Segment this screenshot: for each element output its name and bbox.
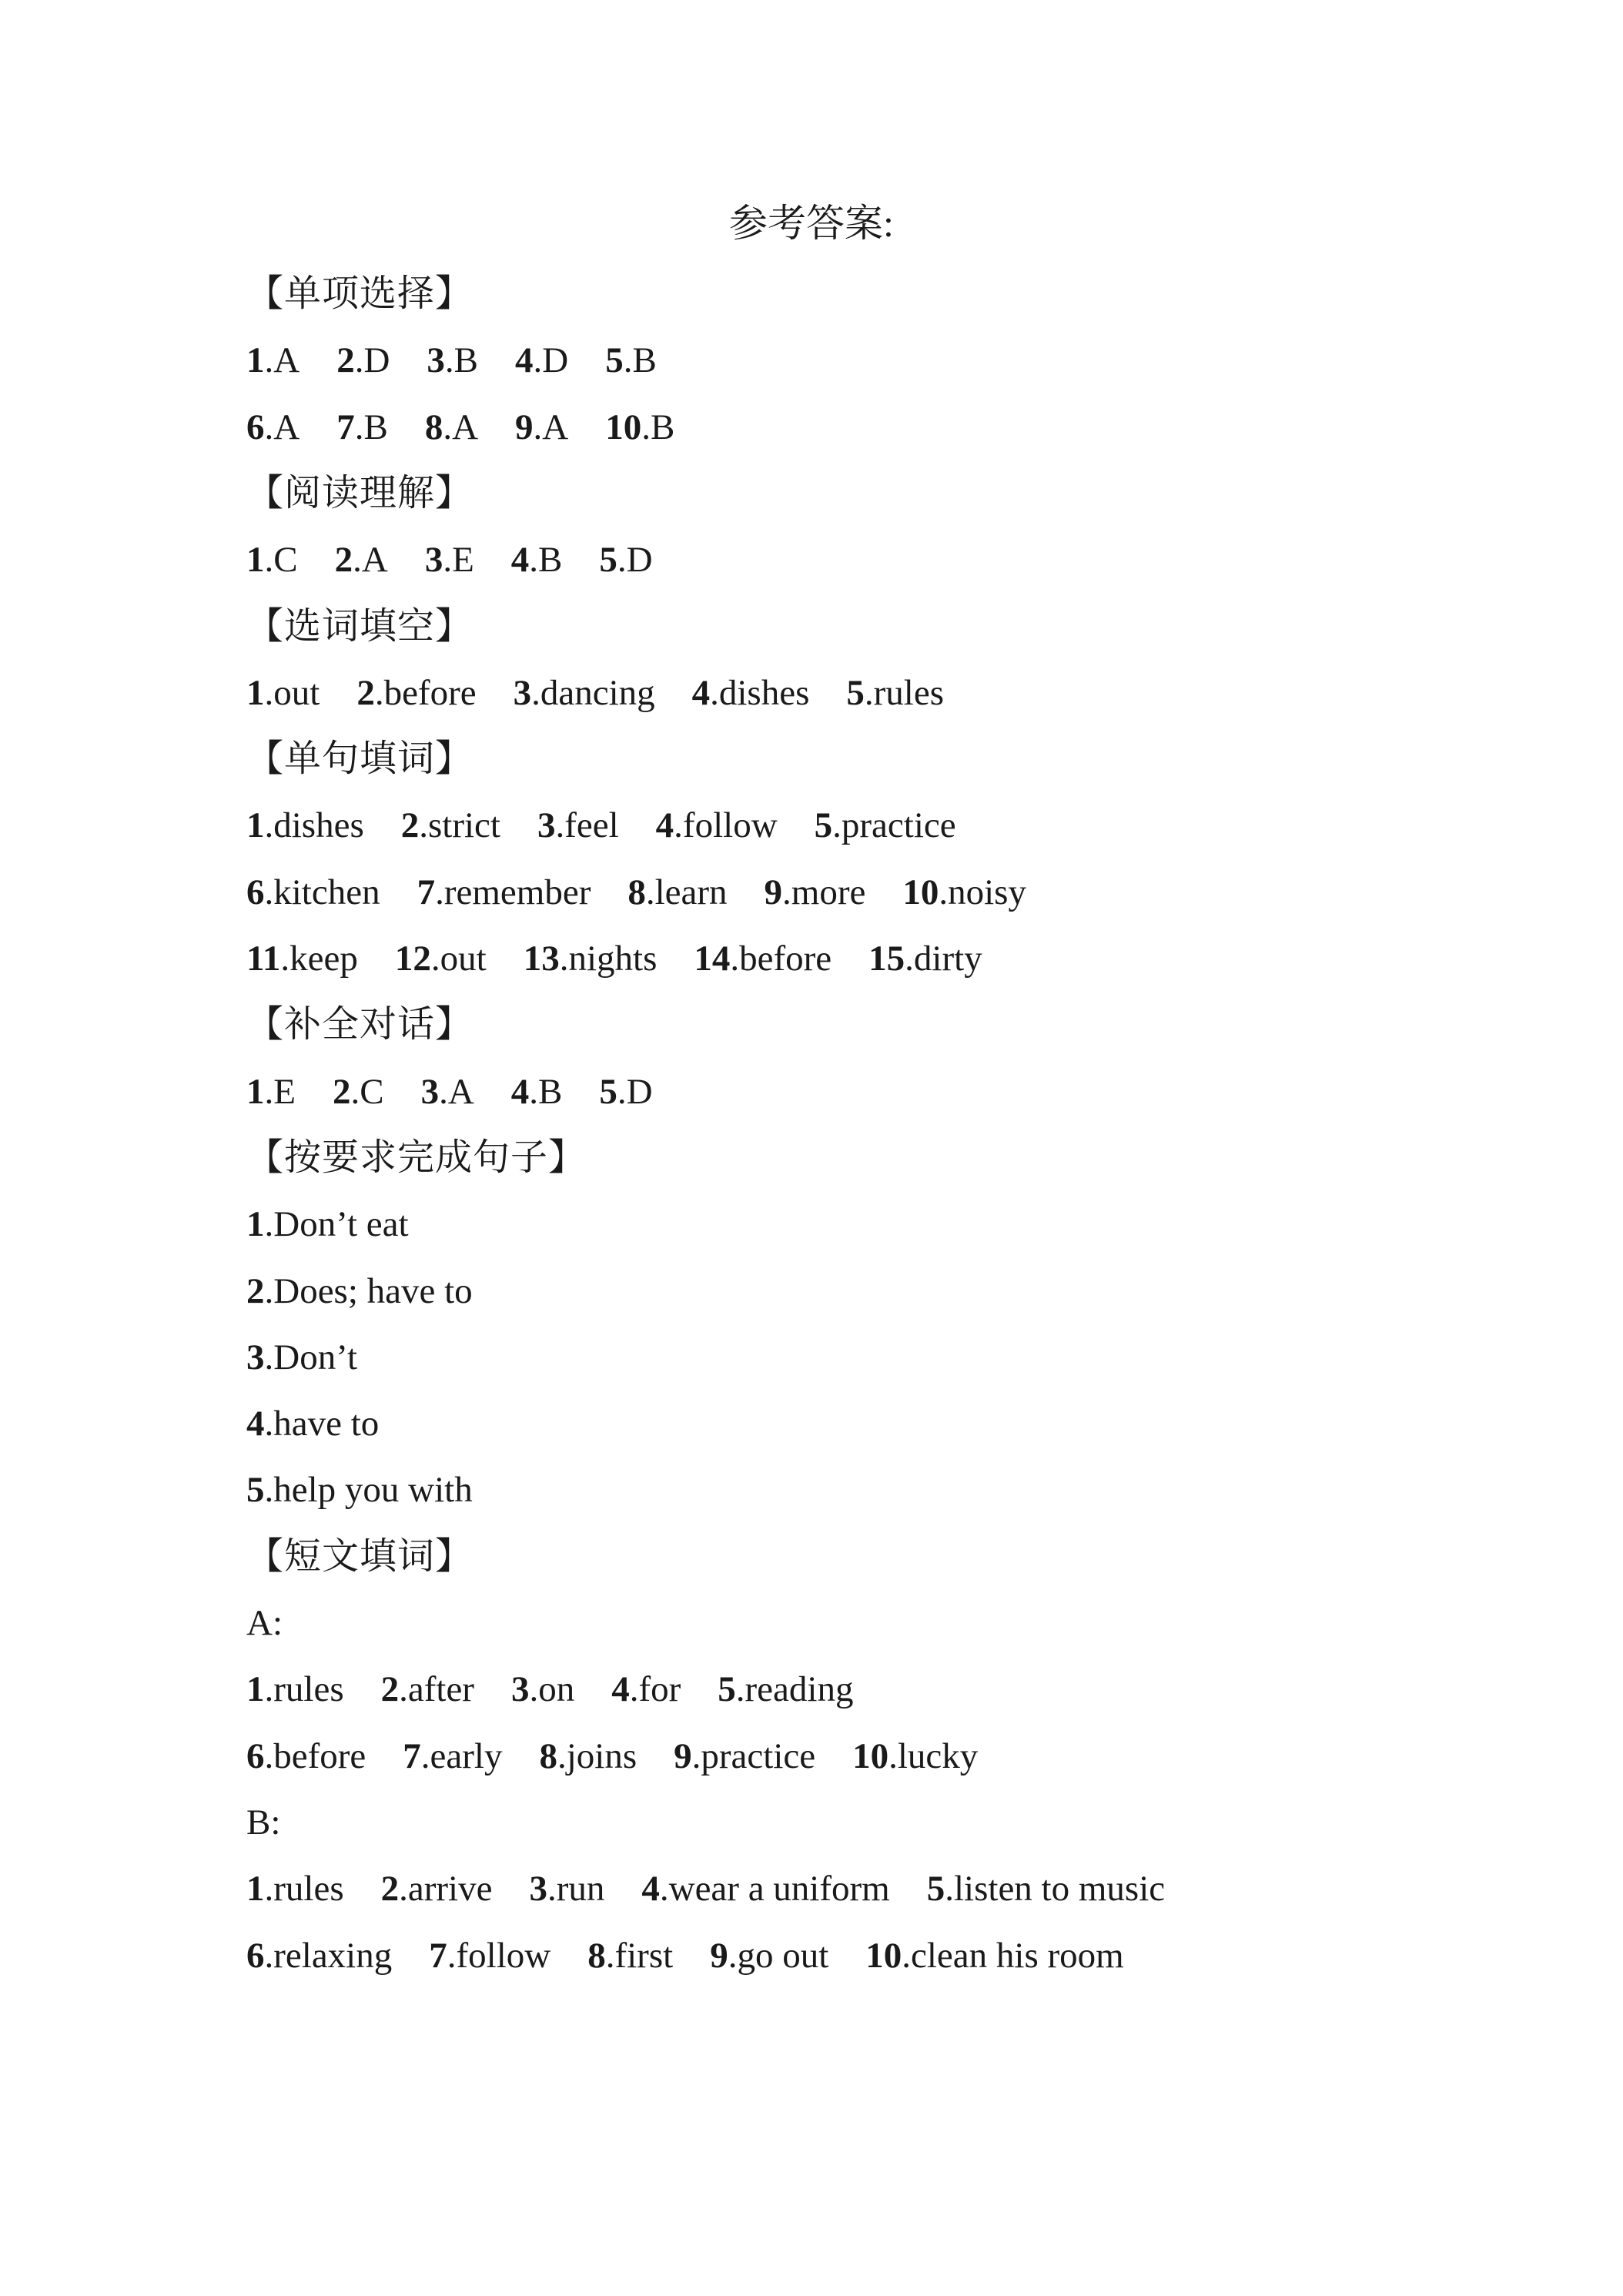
page-title: 参考答案: <box>729 202 894 245</box>
question-number: 10 <box>865 1935 902 1976</box>
answer-text: .for <box>629 1669 681 1710</box>
answer-item <box>611 1666 681 1712</box>
question-number: 3 <box>513 672 532 713</box>
answer-text: .A <box>353 540 388 581</box>
answer-text: .B <box>529 540 563 581</box>
answer-text: .A <box>264 340 300 381</box>
question-number: 6 <box>246 872 265 912</box>
question-number: 8 <box>587 1935 606 1976</box>
answer-item <box>246 1467 473 1513</box>
answer-text: .Does; have to <box>264 1270 473 1311</box>
answer-item <box>421 1069 474 1115</box>
answer-text: .out <box>264 672 320 713</box>
answer-text: .Don’t <box>264 1337 358 1377</box>
question-number: 9 <box>710 1935 728 1976</box>
answer-item <box>246 1201 409 1247</box>
section-heading: 【单项选择】 <box>246 273 474 314</box>
answer-item <box>246 337 300 383</box>
answer-text: .B <box>354 407 388 447</box>
answer-item <box>246 802 364 848</box>
answer-item <box>246 670 320 716</box>
answer-row <box>246 1268 510 1314</box>
answer-item <box>427 337 478 383</box>
question-number: 5 <box>605 340 624 381</box>
answer-text: .lucky <box>888 1735 979 1776</box>
answer-text: .before <box>374 672 477 713</box>
answer-text: .C <box>264 540 298 581</box>
answer-item <box>539 1733 637 1779</box>
answer-item <box>537 802 619 848</box>
question-number: 3 <box>420 1071 440 1112</box>
question-number: 1 <box>246 540 265 581</box>
question-number: 10 <box>902 872 939 912</box>
answer-item <box>246 1666 344 1712</box>
answer-item <box>511 537 563 583</box>
answer-item <box>515 337 568 383</box>
answer-item <box>246 1401 379 1447</box>
answer-item <box>815 802 956 848</box>
question-number: 11 <box>246 939 281 979</box>
section-heading: 【短文填词】 <box>246 1535 474 1577</box>
answer-item <box>524 935 658 982</box>
answer-item <box>599 1069 652 1115</box>
question-number: 4 <box>691 672 711 713</box>
answer-text: .feel <box>555 805 619 846</box>
question-number: 4 <box>510 540 530 581</box>
answer-text: .help you with <box>264 1470 473 1511</box>
answer-text: .first <box>605 1935 674 1976</box>
answer-text: .reading <box>735 1669 854 1710</box>
answer-text: .run <box>547 1869 605 1909</box>
answer-item <box>852 1733 978 1779</box>
answer-text: .dishes <box>710 672 810 713</box>
answer-item <box>425 537 474 583</box>
answer-text: .dancing <box>531 672 655 713</box>
question-number: 5 <box>718 1669 736 1710</box>
answer-item <box>381 1866 493 1912</box>
answer-text: .D <box>354 340 390 381</box>
answer-text: .B <box>623 340 657 381</box>
question-number: 7 <box>336 407 355 447</box>
answer-item <box>902 869 1026 915</box>
answer-item <box>356 670 476 716</box>
answer-text: .after <box>399 1669 474 1710</box>
question-number: 8 <box>424 407 443 447</box>
answer-row <box>246 1401 416 1447</box>
question-number: 6 <box>246 1935 265 1976</box>
question-number: 10 <box>605 407 642 447</box>
answer-item <box>246 404 300 450</box>
answer-item <box>674 1733 815 1779</box>
answer-row <box>246 670 981 716</box>
question-number: 1 <box>246 1204 265 1245</box>
question-number: 2 <box>356 672 375 713</box>
answer-item <box>865 1933 1123 1979</box>
answer-text: .E <box>443 540 474 581</box>
answer-item <box>246 1069 296 1115</box>
answer-row <box>246 802 993 848</box>
answer-item <box>765 869 866 915</box>
answer-row <box>246 1069 690 1115</box>
answer-text: .nights <box>559 939 658 979</box>
answer-row <box>246 935 1019 982</box>
question-number: 5 <box>814 805 833 846</box>
question-number: 4 <box>641 1869 660 1909</box>
question-number: 7 <box>403 1735 421 1776</box>
answer-item <box>336 404 388 450</box>
answer-row <box>246 1733 1015 1779</box>
question-number: 8 <box>539 1735 557 1776</box>
question-number: 3 <box>537 805 556 846</box>
answer-text: .have to <box>264 1404 380 1444</box>
answer-item <box>656 802 778 848</box>
answer-text: .joins <box>557 1735 637 1776</box>
question-number: 2 <box>336 340 355 381</box>
question-number: 9 <box>515 407 534 447</box>
answer-text: .practice <box>691 1735 816 1776</box>
answer-text: .out <box>430 939 487 979</box>
answer-item <box>246 1733 366 1779</box>
answer-item <box>429 1933 550 1979</box>
answer-text: .clean his room <box>902 1935 1124 1976</box>
question-number: 5 <box>926 1869 945 1909</box>
answer-text: .relaxing <box>264 1935 393 1976</box>
question-number: 3 <box>424 540 443 581</box>
answer-text: .learn <box>645 872 728 912</box>
question-number: 6 <box>246 1735 265 1776</box>
question-number: 1 <box>246 340 265 381</box>
answer-text: .strict <box>419 805 500 846</box>
answer-item <box>605 337 657 383</box>
answer-text: .follow <box>447 1935 551 1976</box>
answer-text: .keep <box>280 939 358 979</box>
answer-item <box>401 802 500 848</box>
answer-text: .rules <box>264 1869 344 1909</box>
answer-text: .before <box>264 1735 366 1776</box>
question-number: 2 <box>332 1071 351 1112</box>
answer-item <box>515 404 568 450</box>
answer-item <box>511 1666 574 1712</box>
answer-text: .E <box>264 1071 296 1112</box>
answer-item <box>846 670 944 716</box>
answer-row <box>246 404 711 450</box>
question-number: 9 <box>674 1735 692 1776</box>
answer-text: .A <box>264 407 300 447</box>
answer-text: .A <box>533 407 569 447</box>
question-number: 9 <box>764 872 783 912</box>
answer-item <box>246 537 298 583</box>
answer-item <box>627 869 727 915</box>
answer-item <box>335 537 388 583</box>
answer-row <box>246 1334 394 1381</box>
question-number: 3 <box>529 1869 547 1909</box>
answer-item <box>246 869 380 915</box>
question-number: 4 <box>510 1071 530 1112</box>
question-number: 4 <box>655 805 674 846</box>
answer-text: .early <box>420 1735 503 1776</box>
answer-item <box>425 404 478 450</box>
answer-item <box>246 1334 357 1381</box>
section-heading: 【补全对话】 <box>246 1004 474 1046</box>
question-number: 4 <box>515 340 534 381</box>
question-number: 3 <box>246 1337 265 1377</box>
answer-row <box>246 869 1063 915</box>
question-number: 1 <box>246 1669 265 1710</box>
answer-row <box>246 1201 446 1247</box>
answer-item <box>403 1733 502 1779</box>
passage-label: B: <box>246 1802 281 1842</box>
answer-item <box>710 1933 828 1979</box>
section-heading: 【按要求完成句子】 <box>246 1136 587 1178</box>
answer-item <box>333 1069 384 1115</box>
answer-text: .before <box>730 939 832 979</box>
question-number: 4 <box>246 1404 265 1444</box>
answer-text: .practice <box>832 805 956 846</box>
answer-text: .B <box>641 407 675 447</box>
question-number: 2 <box>246 1270 265 1311</box>
answer-item <box>529 1866 604 1912</box>
question-number: 2 <box>380 1869 400 1909</box>
question-number: 2 <box>400 805 420 846</box>
answer-item <box>718 1666 853 1712</box>
answer-item <box>514 670 655 716</box>
answer-text: .listen to music <box>945 1869 1166 1909</box>
answer-row <box>246 1467 510 1513</box>
question-number: 15 <box>868 939 905 979</box>
answer-item <box>599 537 652 583</box>
question-number: 10 <box>852 1735 889 1776</box>
answer-item <box>336 337 390 383</box>
answer-text: .dishes <box>264 805 364 846</box>
answer-item <box>587 1933 673 1979</box>
answer-text: .Don’t eat <box>264 1204 409 1245</box>
answer-text: .wear a uniform <box>659 1869 890 1909</box>
section-heading: 【单句填词】 <box>246 738 474 780</box>
question-number: 7 <box>417 872 436 912</box>
answer-text: .follow <box>674 805 778 846</box>
answer-text: .D <box>617 1071 653 1112</box>
answer-text: .go out <box>728 1935 829 1976</box>
answer-item <box>605 404 674 450</box>
answer-item <box>246 935 358 982</box>
question-number: 14 <box>694 939 731 979</box>
answer-text: .kitchen <box>264 872 380 912</box>
section-heading: 【选词填空】 <box>246 605 474 647</box>
question-number: 3 <box>510 1669 530 1710</box>
answer-text: .B <box>444 340 479 381</box>
answer-text: .on <box>529 1669 575 1710</box>
question-number: 1 <box>246 672 265 713</box>
answer-text: .C <box>350 1071 384 1112</box>
answer-item <box>417 869 591 915</box>
passage-label: A: <box>246 1603 283 1643</box>
answer-row <box>246 1666 890 1712</box>
answer-row <box>246 537 690 583</box>
answer-text: .D <box>617 540 653 581</box>
question-number: 2 <box>334 540 353 581</box>
answer-item <box>246 1268 473 1314</box>
question-number: 5 <box>846 672 865 713</box>
answer-row <box>246 1933 1161 1979</box>
answer-item <box>246 1866 344 1912</box>
answer-item <box>381 1666 474 1712</box>
answer-text: .rules <box>864 672 944 713</box>
question-number: 4 <box>611 1669 630 1710</box>
answer-text: .B <box>529 1071 563 1112</box>
question-number: 1 <box>246 1869 265 1909</box>
question-number: 1 <box>246 805 265 846</box>
answer-item <box>246 1933 392 1979</box>
question-number: 5 <box>599 1071 617 1112</box>
question-number: 5 <box>599 540 617 581</box>
answer-item <box>868 935 982 982</box>
answer-row <box>246 1866 1202 1912</box>
answer-item <box>511 1069 563 1115</box>
answer-text: .more <box>782 872 866 912</box>
answer-text: .rules <box>264 1669 344 1710</box>
question-number: 7 <box>429 1935 447 1976</box>
question-number: 3 <box>427 340 445 381</box>
question-number: 6 <box>246 407 265 447</box>
answer-text: .D <box>533 340 569 381</box>
section-heading: 【阅读理解】 <box>246 472 474 514</box>
answer-item <box>927 1866 1165 1912</box>
answer-text: .remember <box>435 872 591 912</box>
answer-text: .noisy <box>939 872 1026 912</box>
question-number: 1 <box>246 1071 265 1112</box>
question-number: 13 <box>523 939 560 979</box>
answer-text: .A <box>439 1071 474 1112</box>
question-number: 8 <box>627 872 646 912</box>
answer-item <box>395 935 487 982</box>
answer-item <box>694 935 832 982</box>
question-number: 2 <box>380 1669 400 1710</box>
answer-text: .arrive <box>399 1869 493 1909</box>
answer-item <box>641 1866 889 1912</box>
answer-text: .A <box>443 407 479 447</box>
question-number: 5 <box>246 1470 265 1511</box>
answer-text: .dirty <box>905 939 982 979</box>
question-number: 12 <box>394 939 431 979</box>
answer-item <box>692 670 810 716</box>
answer-row <box>246 337 694 383</box>
